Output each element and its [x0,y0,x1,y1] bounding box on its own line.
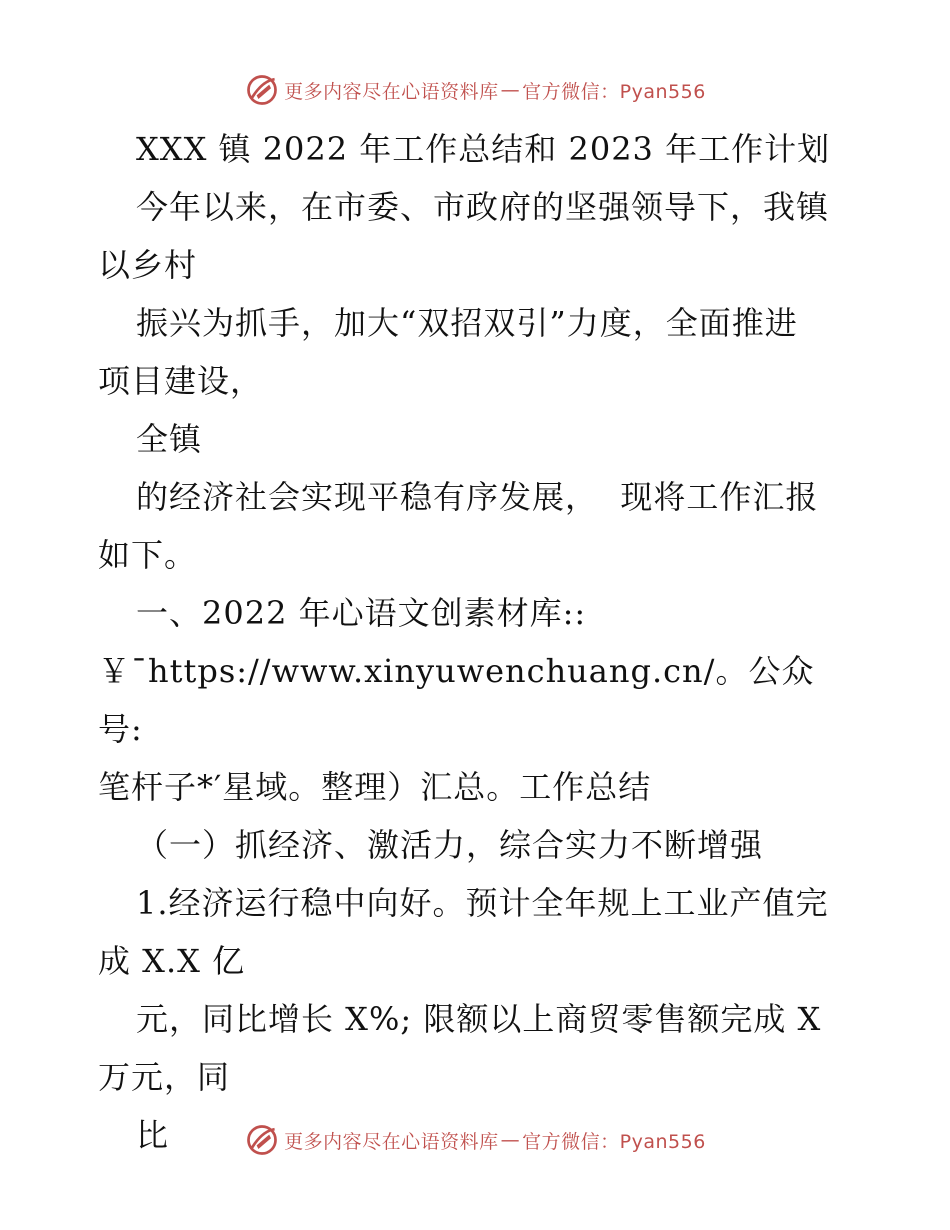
body-line: 1.经济运行稳中向好。预计全年规上工业产值完 [136,884,829,922]
document-body [98,120,858,1164]
header-banner [0,72,950,108]
footer-banner [0,1122,950,1158]
document-title: XXX 镇 2022 年工作总结和 2023 年工作计划 [136,130,831,168]
banner-text: 更多内容尽在心语资料库 [284,1130,499,1153]
banner-text: 更多内容尽在心语资料库 [284,80,499,103]
subsection-heading: （一）抓经济、激活力，综合实力不断增强 [136,826,764,864]
body-line: 振兴为抓手，加大“双招双引”力度，全面推进 [136,304,798,342]
body-line: 项目建设， [98,362,264,400]
body-line: 以乡村 [98,246,198,284]
banner-separator: — [500,1129,521,1151]
body-line: 万元，同 [98,1058,231,1096]
body-line: 笔杆子*′星域。整理）汇总。工作总结 [98,768,652,806]
body-line: 元，同比增长 X%; 限额以上商贸零售额完成 X [136,1000,822,1038]
body-line: 如下。 [98,536,198,574]
banner-separator: — [500,79,521,101]
stamp-logo-icon [244,72,280,108]
body-line: 比 [136,1116,170,1154]
body-line: ￥¯https://www.xinyuwenchuang.cn/。公众号: [98,652,815,748]
body-line: 全镇 [136,420,203,458]
body-line: 的经济社会实现平稳有序发展， 现将工作汇报 [136,478,819,516]
body-line: 今年以来，在市委、市政府的坚强领导下，我镇 [136,188,830,226]
banner-suffix: 官方微信：Pyan556 [522,80,706,103]
stamp-logo-icon [244,1122,280,1158]
banner-suffix: 官方微信：Pyan556 [522,1130,706,1153]
section-heading: 一、2022 年心语文创素材库:: [136,594,587,632]
body-line: 成 X.X 亿 [98,942,246,980]
